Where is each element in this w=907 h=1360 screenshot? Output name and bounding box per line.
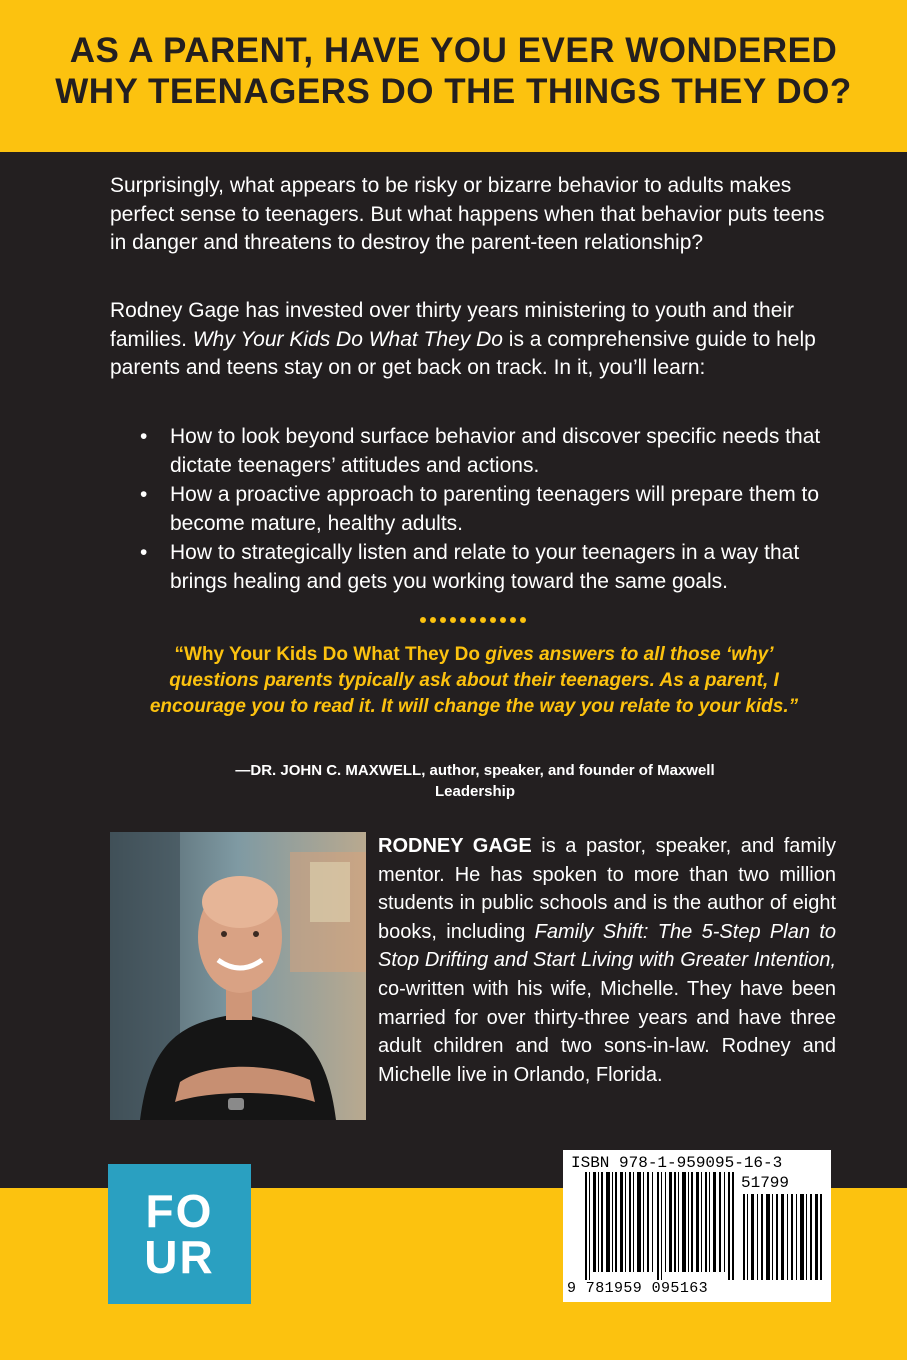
bullet-icon: • <box>140 425 148 448</box>
description-after: is a comprehensive guide to help parents and teens stay on or get back on track. In it, you’ll learn: <box>110 327 816 379</box>
barcode-digits: 9 781959 095163 <box>567 1280 709 1297</box>
endorser-name: —DR. JOHN C. MAXWELL <box>235 762 422 779</box>
quote-text: gives answers to all those ‘why’ questions parents typically ask about their teenagers. As a parent, I encourage you to read it. It will change the way you relate to your kids. <box>149 644 789 717</box>
bullet-icon: • <box>140 483 148 506</box>
list-item-text: How to look beyond surface behavior and discover specific needs that dictate teenagers’ attitudes and actions. <box>170 425 821 477</box>
quote-book-title: Why Your Kids Do What They Do <box>184 644 480 665</box>
author-name: RODNEY GAGE <box>378 835 532 857</box>
description-before: Rodney Gage has invested over thirty years ministering to youth and their families. <box>110 299 795 351</box>
logo-line-1: FO <box>145 1185 214 1237</box>
author-bio: RODNEY GAGE is a pastor, speaker, and family mentor. He has spoken to more than two million students in public schools and is the author of eight books, including Family Shift: The 5-Step Plan to Stop Drifting and Start Living with Greater Intention, co-written with his wife, Michelle. They have been married for over thirty-three years and have three adult children and two sons-in-law. Rodney and Michelle live in Orlando, Florida. <box>378 835 837 1086</box>
list-item <box>110 481 840 538</box>
isbn-label: ISBN 978-1-959095-16-3 <box>571 1154 783 1172</box>
list-item-text: How to strategically listen and relate to your teenagers in a way that brings healing and gets you working toward the same goals. <box>170 541 800 593</box>
endorsement-quote: “Why Your Kids Do What They Do gives answers to all those ‘why’ questions parents typically ask about their teenagers. As a parent, I encourage you to read it. It will change the way you relate to your kids.” <box>149 644 799 717</box>
list-item <box>110 539 840 596</box>
barcode-bars <box>585 1172 735 1280</box>
list-item-text: How a proactive approach to parenting teenagers will prepare them to become mature, healthy adults. <box>170 483 820 535</box>
bio-book-title: Family Shift: The 5-Step Plan to Stop Drifting and Start Living with Greater Intention, <box>378 920 837 972</box>
logo-line-2: UR <box>144 1231 215 1283</box>
headline: AS A PARENT, HAVE YOU EVER WONDERED WHY TEENAGERS DO THE THINGS THEY DO? <box>55 31 852 111</box>
price-barcode-bars <box>743 1194 823 1280</box>
description-paragraph <box>110 297 835 383</box>
book-title: Why Your Kids Do What They Do <box>192 327 503 351</box>
dot-divider <box>420 610 530 618</box>
intro-paragraph: Surprisingly, what appears to be risky or bizarre behavior to adults makes perfect sense to teenagers. But what happens when that behavior puts teens in danger and threatens to destroy the parent-teen relationship? <box>110 174 825 254</box>
isbn-barcode <box>563 1150 831 1302</box>
price-code: 51799 <box>741 1174 790 1192</box>
bullet-icon: • <box>140 541 148 564</box>
endorser-title: , author, speaker, and founder of Maxwell Leadership <box>421 762 715 800</box>
learning-list <box>110 423 840 597</box>
list-item <box>110 423 840 480</box>
publisher-logo <box>108 1164 251 1304</box>
endorsement-attribution <box>230 760 720 802</box>
author-photo <box>110 832 366 1120</box>
